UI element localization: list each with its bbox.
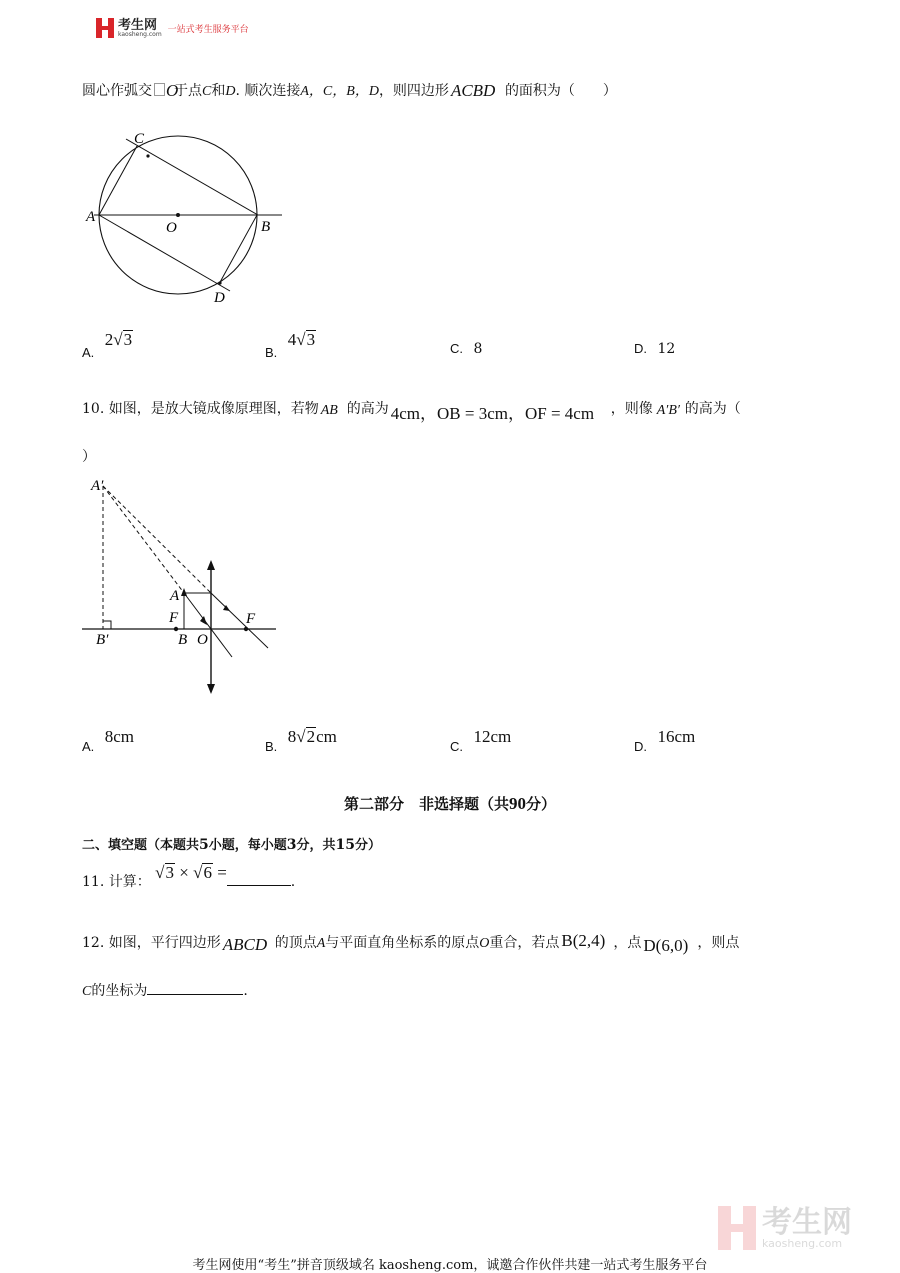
point-dot bbox=[218, 281, 221, 284]
focus-left-dot bbox=[174, 627, 178, 631]
q10-option-b[interactable]: B. 8√2cm bbox=[265, 727, 337, 754]
watermark-cn: 考生网 bbox=[762, 1204, 852, 1240]
header-logo[interactable] bbox=[96, 18, 249, 38]
option-value: 12cm bbox=[473, 727, 512, 746]
q12-answer-blank[interactable] bbox=[147, 980, 243, 995]
option-unit: cm bbox=[316, 727, 337, 746]
q10-text-d: 的高为（ bbox=[684, 401, 741, 417]
right-angle-mark bbox=[103, 621, 111, 629]
lens-arrow-up-icon bbox=[207, 560, 215, 570]
q9-option-d[interactable] bbox=[634, 341, 675, 357]
label-a: A bbox=[86, 209, 96, 225]
label-b: B bbox=[178, 632, 188, 648]
page-footer: 考生网使用“考生”拼音顶级域名 kaosheng.com，诚邀合作伙伴共建一站式考生服务平台 bbox=[192, 1258, 708, 1273]
q11-number: 11. bbox=[82, 874, 105, 890]
virtual-ray-1 bbox=[103, 486, 211, 593]
q12-line1 bbox=[82, 931, 740, 955]
label-a-prime: A′ bbox=[91, 478, 104, 494]
q11-equals: = bbox=[217, 863, 227, 882]
option-letter: A. bbox=[82, 345, 95, 360]
q12-point-d: D(6,0) bbox=[643, 936, 689, 955]
q11-stem: 计算： bbox=[108, 874, 151, 890]
q12-text-g: 的坐标为 bbox=[91, 983, 148, 999]
brand-en: kaosheng.com bbox=[118, 30, 162, 38]
q12-text-e: ，点 bbox=[613, 935, 642, 951]
q12-point-b: B(2,4) bbox=[561, 931, 606, 950]
option-value: 16cm bbox=[657, 727, 696, 746]
watermark-logo bbox=[718, 1206, 852, 1250]
q9-text-he: 和 bbox=[211, 83, 226, 99]
label-o: O bbox=[166, 220, 177, 236]
watermark-logo-icon bbox=[718, 1206, 756, 1250]
q12-text-f: ，则点 bbox=[697, 935, 740, 951]
focus-right-dot bbox=[244, 627, 248, 631]
label-f-right: F bbox=[246, 611, 256, 627]
q11-period: . bbox=[290, 874, 296, 890]
q9-option-a[interactable]: A. 2√3 bbox=[82, 330, 133, 360]
option-letter: C. bbox=[450, 341, 463, 356]
q10-expression: 4cm，OB = 3cm，OF = 4cm bbox=[390, 404, 595, 423]
object-arrow-icon bbox=[181, 588, 187, 596]
label-b-prime: B′ bbox=[96, 632, 109, 648]
line-bd bbox=[219, 215, 257, 284]
q9-stem bbox=[82, 80, 617, 100]
option-value: 12 bbox=[657, 341, 676, 357]
q10-option-c[interactable] bbox=[450, 727, 512, 754]
q12-text-b: 的顶点 bbox=[274, 935, 317, 951]
option-letter: A. bbox=[82, 739, 95, 754]
option-letter: D. bbox=[634, 739, 647, 754]
center-dot bbox=[176, 213, 180, 217]
q9-circle-name: O bbox=[166, 81, 179, 100]
q12-period: . bbox=[243, 983, 248, 999]
watermark-en: kaosheng.com bbox=[762, 1236, 843, 1250]
part2-title-a: 第二部分 非选择题（共 bbox=[343, 795, 509, 813]
q12-origin: O bbox=[479, 936, 490, 951]
q9-text-c: . 顺次连接 bbox=[235, 83, 301, 99]
line-ad bbox=[99, 215, 230, 291]
ray-arrow-icon bbox=[200, 616, 207, 625]
ray-center bbox=[184, 593, 232, 657]
q9-point-c: C bbox=[202, 84, 212, 99]
brand-cn: 考生网 bbox=[118, 17, 158, 33]
q10-number: 10. bbox=[82, 401, 105, 417]
section2-text-b: 小题，每小题 bbox=[208, 838, 287, 853]
q10-object: AB bbox=[320, 403, 338, 418]
q12-quad: ABCD bbox=[222, 935, 268, 954]
option-letter: B. bbox=[265, 345, 278, 360]
q10-text-b: 的高为 bbox=[346, 401, 389, 417]
header-slogan: 一站式考生服务平台 bbox=[167, 24, 249, 35]
section2-total: 15 bbox=[335, 837, 356, 853]
q9-text-a: 圆心作弧交 bbox=[82, 83, 152, 99]
q10-close-paren: ） bbox=[82, 449, 96, 465]
q11-radicand-2: 6 bbox=[203, 863, 212, 882]
section2-count: 5 bbox=[199, 837, 209, 853]
q11-radicand-1: 3 bbox=[165, 863, 175, 882]
q12-text-a: 如图，平行四边形 bbox=[108, 935, 221, 951]
q9-option-b[interactable]: B. 4√3 bbox=[265, 330, 316, 360]
q9-sequence: A，C，B，D bbox=[300, 84, 379, 99]
q9-option-c[interactable] bbox=[450, 341, 482, 357]
option-value: 8cm bbox=[104, 727, 135, 746]
part2-title-b: 分） bbox=[526, 795, 557, 813]
q10-lens-figure bbox=[80, 472, 280, 697]
q9-quad-name: ACBD bbox=[450, 81, 496, 100]
option-letter: C. bbox=[450, 739, 463, 754]
q10-text-a: 如图，是放大镜成像原理图，若物 bbox=[108, 401, 319, 417]
option-radicand: 3 bbox=[306, 330, 316, 349]
lens-arrow-down-icon bbox=[207, 684, 215, 694]
q9-text-d: ，则四边形 bbox=[378, 83, 449, 99]
section2-each: 3 bbox=[286, 837, 297, 853]
q12-vertex: A bbox=[316, 936, 326, 951]
q12-point-c: C bbox=[82, 984, 92, 999]
q12-number: 12. bbox=[82, 935, 105, 951]
q9-text-b: 于点 bbox=[174, 83, 202, 99]
point-dot bbox=[146, 154, 149, 157]
option-radicand: 3 bbox=[123, 330, 133, 349]
logo-brand bbox=[118, 19, 162, 38]
q9-point-d: D bbox=[225, 84, 236, 99]
option-coef: 4 bbox=[287, 330, 297, 349]
q12-line2 bbox=[82, 980, 248, 1000]
kaosheng-logo-icon bbox=[96, 18, 114, 38]
option-coef: 8 bbox=[287, 727, 297, 746]
virtual-ray-2 bbox=[103, 486, 184, 593]
watermark-text bbox=[762, 1204, 852, 1250]
label-d: D bbox=[214, 290, 225, 305]
label-a: A bbox=[170, 588, 180, 604]
line-cb bbox=[126, 139, 258, 215]
option-coef: 2 bbox=[104, 330, 114, 349]
part2-heading bbox=[0, 793, 900, 814]
q9-text-e: 的面积为（ ） bbox=[504, 83, 617, 99]
q12-text-c: 与平面直角坐标系的原点 bbox=[325, 935, 480, 951]
option-value: 8 bbox=[473, 341, 483, 357]
option-letter: B. bbox=[265, 739, 278, 754]
q11: 11. 计算： √3 × √6 = . bbox=[82, 863, 296, 890]
part2-points: 90 bbox=[509, 794, 526, 813]
section2-text-d: 分） bbox=[355, 838, 382, 853]
label-c: C bbox=[134, 131, 145, 147]
section2-text-a: 二、填空题（本题共 bbox=[82, 838, 200, 853]
option-radicand: 2 bbox=[306, 727, 316, 746]
option-letter: D. bbox=[634, 341, 647, 356]
q11-times: × bbox=[179, 863, 189, 882]
label-f-left: F bbox=[169, 610, 179, 626]
section2-heading bbox=[82, 834, 381, 853]
q11-answer-blank[interactable] bbox=[227, 871, 291, 886]
section2-text-c: 分，共 bbox=[296, 838, 336, 853]
q12-text-d: 重合，若点 bbox=[489, 935, 560, 951]
q10-option-d[interactable] bbox=[634, 727, 696, 754]
q10-image: A′B′ bbox=[656, 403, 680, 418]
label-b: B bbox=[261, 219, 271, 235]
line-ac bbox=[99, 146, 137, 215]
placeholder-box bbox=[154, 83, 165, 96]
q10-stem bbox=[82, 398, 741, 423]
q10-text-c: ，则像 bbox=[610, 401, 653, 417]
q9-circle-figure bbox=[80, 125, 290, 305]
q10-option-a[interactable] bbox=[82, 727, 135, 754]
label-o: O bbox=[197, 632, 208, 648]
